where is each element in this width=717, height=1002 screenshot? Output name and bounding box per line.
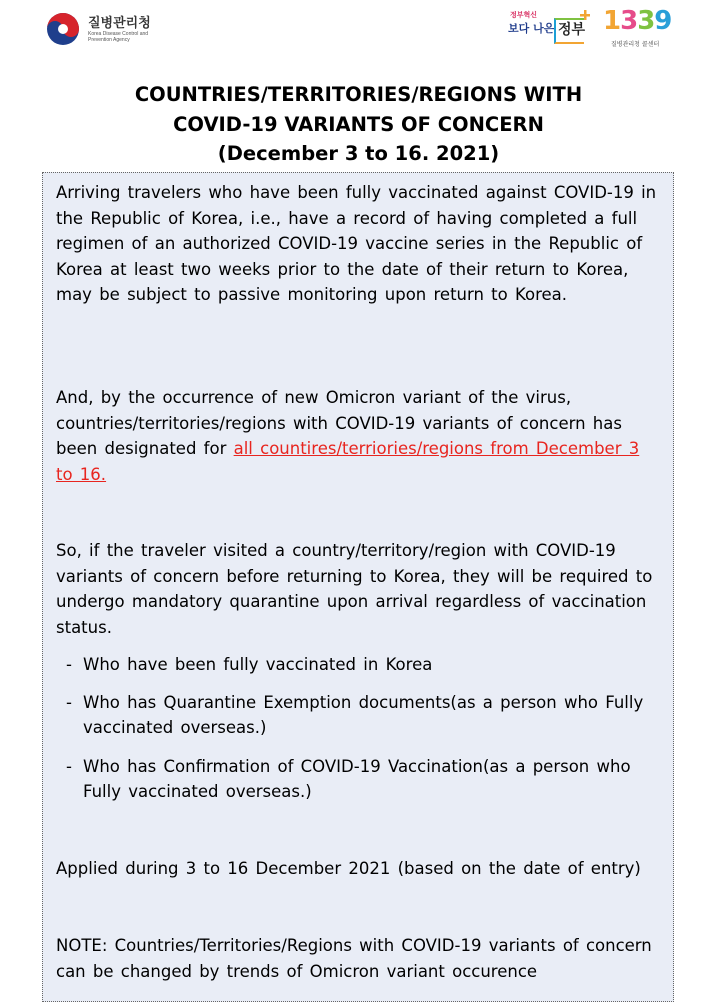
gov-logo-small-text: 정부혁신 (510, 11, 538, 19)
paragraph-note: NOTE: Countries/Territories/Regions with COVID-19 variants of concern can be changed by trends of Omicron variant occurence (56, 936, 652, 981)
paragraph-applied-period: Applied during 3 to 16 December 2021 (based on the date of entry) (56, 859, 641, 878)
list-item (66, 690, 666, 740)
title-line-1: COUNTRIES/TERRITORIES/REGIONS WITH (134, 83, 583, 106)
paragraph-omicron-designation (56, 385, 662, 487)
omicron-text: And, by the occurrence of new Omicron variant of the virus, countries/territories/regions with COVID-19 variants of concern has been designated for (56, 388, 622, 458)
callcenter-1339-logo (603, 6, 683, 48)
callcenter-subtitle: 질병관리청 콜센터 (611, 41, 660, 48)
page-header (0, 0, 717, 70)
gov-logo-text-2: 정부 (558, 22, 586, 38)
paragraph-mandatory-quarantine: So, if the traveler visited a country/territory/region with COVID-19 variants of concern before returning to Korea, they will be required to undergo mandatory quarantine upon arrival regardless of vaccination status. (56, 541, 653, 637)
agency-subtitle: Korea Disease Control and Prevention Agency (88, 30, 149, 43)
taegeuk-emblem-icon (46, 12, 80, 46)
plus-icon (580, 10, 590, 20)
agency-name: 질병관리청 (88, 15, 151, 31)
paragraph-vaccinated-travelers: Arriving travelers who have been fully vaccinated against COVID-19 in the Republic of Korea, i.e., have a record of having completed a full regimen of an authorized COVID-19 vaccine series in the Republic of Korea at least two weeks prior to the date of their return to Korea, may be subject to passive monitoring upon return to Korea. (56, 183, 657, 304)
list-item-text: Who have been fully vaccinated in Korea (83, 655, 433, 674)
bullet-dash: - (66, 693, 72, 712)
government-innovation-logo (508, 10, 592, 44)
title-line-2: COVID-19 VARIANTS OF CONCERN (173, 112, 544, 136)
list-item (66, 754, 666, 804)
list-item-text: Who has Confirmation of COVID-19 Vaccination(as a person who Fully vaccinated overseas.) (83, 757, 631, 801)
bullet-dash: - (66, 655, 72, 674)
document-title (0, 80, 717, 169)
list-item (66, 652, 666, 677)
list-item-text: Who has Quarantine Exemption documents(as a person who Fully vaccinated overseas.) (83, 693, 644, 737)
gov-bracket-icon (554, 18, 584, 44)
highlighted-designation: all countires/terriories/regions from December 3 to 16. (56, 439, 640, 484)
callcenter-number: 1339 (603, 6, 672, 36)
kdca-logo (46, 12, 168, 46)
bullet-dash: - (66, 757, 72, 776)
title-line-3: (December 3 to 16. 2021) (217, 142, 500, 165)
gov-logo-text: 보다 나은 (508, 22, 555, 35)
